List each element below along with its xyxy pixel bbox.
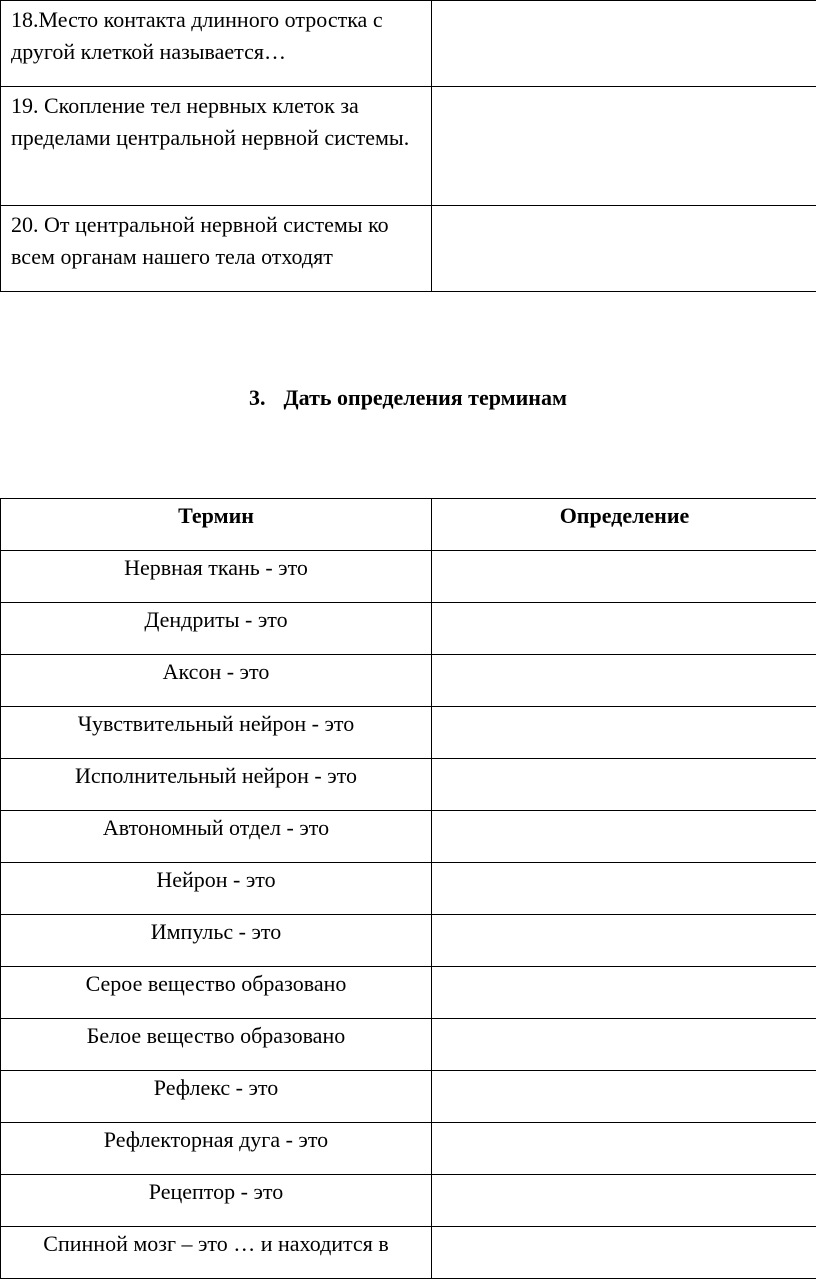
term-cell: Рефлекторная дуга - это	[1, 1123, 432, 1175]
column-header-definition: Определение	[432, 499, 816, 551]
table-row	[1, 967, 816, 1019]
table-row	[1, 915, 816, 967]
definition-cell[interactable]	[432, 1175, 816, 1227]
section-heading	[0, 382, 816, 414]
question-text: 20. От центральной нервной системы ко всем органам нашего тела отходят	[1, 206, 432, 292]
term-cell: Импульс - это	[1, 915, 432, 967]
definition-cell[interactable]	[432, 915, 816, 967]
terms-table	[0, 498, 816, 1279]
question-text: 19. Скопление тел нервных клеток за пределами центральной нервной системы.	[1, 87, 432, 206]
table-row	[1, 759, 816, 811]
definition-cell[interactable]	[432, 603, 816, 655]
term-cell: Рецептор - это	[1, 1175, 432, 1227]
table-row	[1, 811, 816, 863]
term-cell: Дендриты - это	[1, 603, 432, 655]
section-title: Дать определения терминам	[284, 385, 567, 410]
definition-cell[interactable]	[432, 551, 816, 603]
definition-cell[interactable]	[432, 707, 816, 759]
questions-table	[0, 0, 816, 292]
term-cell: Белое вещество образовано	[1, 1019, 432, 1071]
term-cell: Нейрон - это	[1, 863, 432, 915]
definition-cell[interactable]	[432, 1019, 816, 1071]
column-header-term: Термин	[1, 499, 432, 551]
term-cell: Аксон - это	[1, 655, 432, 707]
definition-cell[interactable]	[432, 759, 816, 811]
table-row	[1, 603, 816, 655]
term-cell: Автономный отдел - это	[1, 811, 432, 863]
section-number: 3.	[249, 385, 266, 410]
term-cell: Серое вещество образовано	[1, 967, 432, 1019]
table-row	[1, 1227, 816, 1279]
definition-cell[interactable]	[432, 655, 816, 707]
table-row	[1, 1123, 816, 1175]
definition-cell[interactable]	[432, 1227, 816, 1279]
table-row	[1, 87, 816, 206]
answer-cell[interactable]	[432, 206, 816, 292]
definition-cell[interactable]	[432, 863, 816, 915]
question-text: 18.Место контакта длинного отростка с другой клеткой называется…	[1, 1, 432, 87]
term-cell: Нервная ткань - это	[1, 551, 432, 603]
answer-cell[interactable]	[432, 1, 816, 87]
definition-cell[interactable]	[432, 811, 816, 863]
table-row	[1, 707, 816, 759]
answer-cell[interactable]	[432, 87, 816, 206]
definition-cell[interactable]	[432, 1123, 816, 1175]
term-cell: Спинной мозг – это … и находится в	[1, 1227, 432, 1279]
term-cell: Исполнительный нейрон - это	[1, 759, 432, 811]
table-row	[1, 1175, 816, 1227]
term-cell: Чувствительный нейрон - это	[1, 707, 432, 759]
table-row	[1, 655, 816, 707]
definition-cell[interactable]	[432, 1071, 816, 1123]
table-row	[1, 206, 816, 292]
term-cell: Рефлекс - это	[1, 1071, 432, 1123]
table-row	[1, 1019, 816, 1071]
table-row	[1, 1071, 816, 1123]
table-row	[1, 1, 816, 87]
table-row	[1, 863, 816, 915]
header-row	[1, 499, 816, 551]
definition-cell[interactable]	[432, 967, 816, 1019]
table-row	[1, 551, 816, 603]
